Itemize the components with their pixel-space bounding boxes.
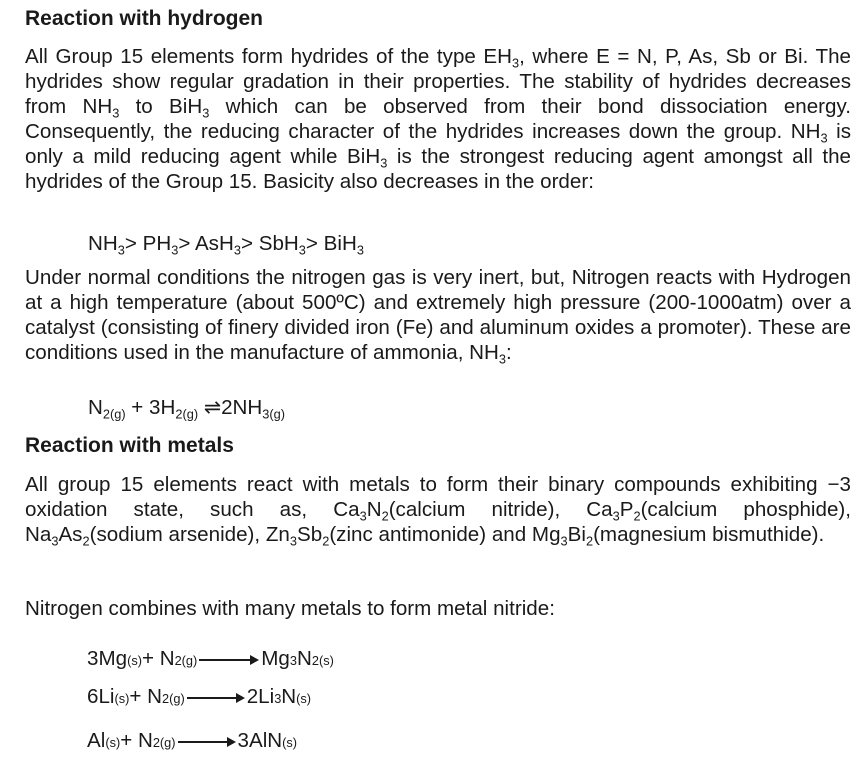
equation-aluminium-nitride: Al (s) + N 2(g) 3AlN (s) [87,729,298,752]
basicity-order-equation: $NH_3> PH_3> AsH_3> SbH_3> BiH_3$ [88,232,364,258]
heading-reaction-with-hydrogen: Reaction with hydrogen [25,7,264,30]
equation-magnesium-nitride: 3Mg (s) + N 2(g) Mg 3 N 2(s) [87,647,334,670]
paragraph-binary-compounds: All group 15 elements react with metals to form their binary compounds exhibiting −3 oxidation state, such as, $Ca_3N_2(calcium$ nitride), $Ca_3P_2(calcium$ phosphide), $Na_3As_2(sodium$ arsenide), $Zn_3Sb_2(zinc$ antimonide) and $Mg_3Bi_2(magnesium$ bismuthide). [25,473,851,549]
reaction-arrow-icon [187,693,245,703]
reaction-arrow-icon [199,655,259,665]
paragraph-ammonia-synthesis: Under normal conditions the nitrogen gas is very inert, but, Nitrogen reacts with Hydrogen at a high temperature (about 500ºC) and extremely high pressure (200-1000atm) over a catalyst (consisting of finery divided iron (Fe) and aluminum oxides a promoter). These are conditions used in the manufacture of ammonia, $NH_3$: [25,266,851,367]
paragraph-metal-nitride: Nitrogen combines with many metals to form metal nitride: [25,597,555,620]
paragraph-hydrides: All Group 15 elements form hydrides of the type $EH_3$, where E = N, P, As, Sb or Bi. The hydrides show regular gradation in their properties. The stability of hydrides decreases from $NH_3$ to BiH$_3$ which can be observed from their bond dissociation energy. Consequently, the reducing character of the hydrides increases down the group. $NH_3$ is only a mild reducing agent while BiH$_3$ is the strongest reducing agent amongst all the hydrides of the Group 15. Basicity also decreases in the order: [25,45,852,193]
equation-lithium-nitride: 6Li (s) + N 2(g) 2Li 3 N (s) [87,685,312,708]
reaction-arrow-icon [178,737,236,747]
haber-process-equation: $N_{2(g)} + 3H_{2(g)}$ $\rightleftharpoons 2NH_{3(g)}$ [88,396,285,422]
equilibrium-arrow-icon: ⇌ [203,396,222,419]
heading-reaction-with-metals: Reaction with metals [25,434,234,457]
